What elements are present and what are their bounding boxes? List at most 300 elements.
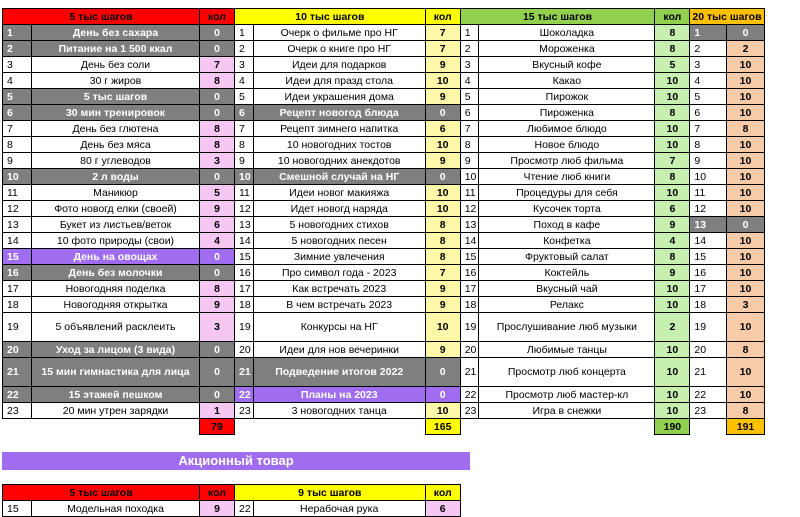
- table-row: [3, 105, 765, 121]
- task-5k: 5 объявлений расклеить: [32, 313, 200, 342]
- count-5k: 7: [200, 57, 235, 73]
- count-20k: 3: [727, 297, 764, 313]
- task-15k: Просмотр люб концерта: [479, 358, 655, 387]
- promo-count-2: 6: [425, 501, 460, 517]
- count-5k: 0: [200, 105, 235, 121]
- task-5k: 80 г углеводов: [32, 153, 200, 169]
- row-number-10k: 23: [235, 403, 254, 419]
- row-number-10k: 19: [235, 313, 254, 342]
- task-5k: День на овощах: [32, 249, 200, 265]
- task-10k: Про символ года - 2023: [253, 265, 425, 281]
- count-10k: 0: [425, 387, 460, 403]
- row-number-15k: 3: [460, 57, 479, 73]
- count-20k: 10: [727, 153, 764, 169]
- row-number-20k: 5: [690, 89, 727, 105]
- row-number-5k: 4: [3, 73, 32, 89]
- count-20k: 8: [727, 121, 764, 137]
- row-number-20k: 22: [690, 387, 727, 403]
- row-number-10k: 5: [235, 89, 254, 105]
- row-number-15k: 16: [460, 265, 479, 281]
- task-15k: Любимое блюдо: [479, 121, 655, 137]
- count-5k: 0: [200, 265, 235, 281]
- count-15k: 7: [655, 153, 690, 169]
- task-10k: Идеи для подарков: [253, 57, 425, 73]
- row-number-10k: 22: [235, 387, 254, 403]
- row-number-20k: 2: [690, 41, 727, 57]
- count-20k: 0: [727, 25, 764, 41]
- count-5k: 8: [200, 121, 235, 137]
- task-15k: Пирожок: [479, 89, 655, 105]
- count-header-15k: кол: [655, 9, 690, 25]
- task-5k: 5 тыс шагов: [32, 89, 200, 105]
- row-number-10k: 9: [235, 153, 254, 169]
- count-10k: 9: [425, 57, 460, 73]
- table-row: [3, 297, 765, 313]
- table-row: [3, 89, 765, 105]
- group-10k-header: 10 тыс шагов: [235, 9, 426, 25]
- count-5k: 0: [200, 358, 235, 387]
- task-15k: Конфетка: [479, 233, 655, 249]
- row-number-20k: 17: [690, 281, 727, 297]
- row-number-10k: 17: [235, 281, 254, 297]
- row-number-15k: 6: [460, 105, 479, 121]
- total-5k: 79: [200, 419, 235, 435]
- promo-9k-header: 9 тыс шагов: [235, 485, 426, 501]
- row-number-10k: 4: [235, 73, 254, 89]
- count-15k: 6: [655, 201, 690, 217]
- count-15k: 9: [655, 265, 690, 281]
- count-15k: 8: [655, 249, 690, 265]
- count-20k: 10: [727, 201, 764, 217]
- row-number-5k: 19: [3, 313, 32, 342]
- count-15k: 2: [655, 313, 690, 342]
- count-20k: 10: [727, 105, 764, 121]
- row-number-5k: 20: [3, 342, 32, 358]
- row-number-15k: 15: [460, 249, 479, 265]
- count-20k: 10: [727, 169, 764, 185]
- promo-count-header-2: кол: [425, 485, 460, 501]
- row-number-20k: 3: [690, 57, 727, 73]
- row-number-20k: 8: [690, 137, 727, 153]
- row-number-15k: 7: [460, 121, 479, 137]
- row-number-20k: 12: [690, 201, 727, 217]
- row-number-10k: 14: [235, 233, 254, 249]
- count-5k: 0: [200, 249, 235, 265]
- promo-number-2: 22: [235, 501, 254, 517]
- row-number-20k: 18: [690, 297, 727, 313]
- task-15k: Чтение люб книги: [479, 169, 655, 185]
- promo-header-row: [3, 485, 461, 501]
- count-10k: 7: [425, 41, 460, 57]
- task-15k: Новое блюдо: [479, 137, 655, 153]
- count-20k: 10: [727, 265, 764, 281]
- task-10k: 3 новогодних танца: [253, 403, 425, 419]
- row-number-5k: 13: [3, 217, 32, 233]
- task-5k: Новогодняя открытка: [32, 297, 200, 313]
- row-number-5k: 9: [3, 153, 32, 169]
- row-number-10k: 8: [235, 137, 254, 153]
- task-10k: В чем встречать 2023: [253, 297, 425, 313]
- row-number-10k: 3: [235, 57, 254, 73]
- count-15k: 10: [655, 137, 690, 153]
- row-number-5k: 10: [3, 169, 32, 185]
- row-number-15k: 9: [460, 153, 479, 169]
- task-5k: День без соли: [32, 57, 200, 73]
- task-10k: Очерк о книге про НГ: [253, 41, 425, 57]
- promo-banner: Акционный товар: [2, 452, 470, 470]
- task-15k: Шоколадка: [479, 25, 655, 41]
- count-10k: 10: [425, 73, 460, 89]
- count-15k: 8: [655, 105, 690, 121]
- count-10k: 8: [425, 217, 460, 233]
- count-15k: 5: [655, 57, 690, 73]
- count-15k: 10: [655, 73, 690, 89]
- task-5k: 30 мин тренировок: [32, 105, 200, 121]
- task-15k: Поход в кафе: [479, 217, 655, 233]
- row-number-10k: 13: [235, 217, 254, 233]
- table-row: [3, 153, 765, 169]
- count-20k: 8: [727, 342, 764, 358]
- row-number-15k: 8: [460, 137, 479, 153]
- row-number-5k: 8: [3, 137, 32, 153]
- task-5k: День без глютена: [32, 121, 200, 137]
- task-5k: Новогодняя поделка: [32, 281, 200, 297]
- task-15k: Любимые танцы: [479, 342, 655, 358]
- row-number-15k: 21: [460, 358, 479, 387]
- task-5k: Букет из листьев/веток: [32, 217, 200, 233]
- row-number-15k: 4: [460, 73, 479, 89]
- task-10k: Подведение итогов 2022: [253, 358, 425, 387]
- table-row: [3, 387, 765, 403]
- count-10k: 8: [425, 233, 460, 249]
- row-number-10k: 21: [235, 358, 254, 387]
- task-15k: Процедуры для себя: [479, 185, 655, 201]
- task-10k: Смешной случай на НГ: [253, 169, 425, 185]
- promo-task-2: Нерабочая рука: [253, 501, 425, 517]
- task-15k: Прослушивание люб музыки: [479, 313, 655, 342]
- row-number-20k: 4: [690, 73, 727, 89]
- row-number-15k: 23: [460, 403, 479, 419]
- task-10k: Конкурсы на НГ: [253, 313, 425, 342]
- promo-count: 9: [200, 501, 235, 517]
- count-10k: 0: [425, 105, 460, 121]
- row-number-5k: 3: [3, 57, 32, 73]
- task-5k: 15 этажей пешком: [32, 387, 200, 403]
- task-10k: Планы на 2023: [253, 387, 425, 403]
- promo-task: Модельная походка: [32, 501, 200, 517]
- row-number-5k: 18: [3, 297, 32, 313]
- task-5k: 10 фото природы (свои): [32, 233, 200, 249]
- row-number-20k: 10: [690, 169, 727, 185]
- row-number-15k: 11: [460, 185, 479, 201]
- task-15k: Пироженка: [479, 105, 655, 121]
- task-5k: Фото новогд елки (своей): [32, 201, 200, 217]
- table-row: [3, 403, 765, 419]
- table-row: [3, 73, 765, 89]
- count-20k: 10: [727, 249, 764, 265]
- table-row: [3, 169, 765, 185]
- count-15k: 4: [655, 233, 690, 249]
- count-20k: 10: [727, 358, 764, 387]
- count-20k: 10: [727, 387, 764, 403]
- count-5k: 8: [200, 281, 235, 297]
- row-number-5k: 15: [3, 249, 32, 265]
- row-number-5k: 5: [3, 89, 32, 105]
- count-20k: 10: [727, 281, 764, 297]
- row-number-10k: 12: [235, 201, 254, 217]
- totals-row: [3, 419, 765, 435]
- count-10k: 0: [425, 169, 460, 185]
- row-number-20k: 11: [690, 185, 727, 201]
- table-row: [3, 137, 765, 153]
- count-20k: 8: [727, 403, 764, 419]
- count-15k: 10: [655, 281, 690, 297]
- count-10k: 7: [425, 25, 460, 41]
- count-5k: 0: [200, 387, 235, 403]
- row-number-15k: 20: [460, 342, 479, 358]
- task-15k: Мороженка: [479, 41, 655, 57]
- row-number-5k: 1: [3, 25, 32, 41]
- count-10k: 9: [425, 297, 460, 313]
- task-10k: Идет новогд наряда: [253, 201, 425, 217]
- task-15k: Вкусный чай: [479, 281, 655, 297]
- row-number-20k: 14: [690, 233, 727, 249]
- count-5k: 8: [200, 137, 235, 153]
- count-10k: 10: [425, 185, 460, 201]
- task-10k: 5 новогодних песен: [253, 233, 425, 249]
- row-number-15k: 10: [460, 169, 479, 185]
- count-5k: 0: [200, 25, 235, 41]
- count-20k: 0: [727, 217, 764, 233]
- row-number-20k: 1: [690, 25, 727, 41]
- task-10k: Идеи для нов вечеринки: [253, 342, 425, 358]
- task-5k: 15 мин гимнастика для лица: [32, 358, 200, 387]
- count-20k: 2: [727, 41, 764, 57]
- row-number-10k: 20: [235, 342, 254, 358]
- row-number-15k: 19: [460, 313, 479, 342]
- count-5k: 0: [200, 169, 235, 185]
- group-20k-header: 20 тыс шагов: [690, 9, 764, 25]
- task-5k: Маникюр: [32, 185, 200, 201]
- row-number-10k: 6: [235, 105, 254, 121]
- task-5k: 30 г жиров: [32, 73, 200, 89]
- row-number-20k: 6: [690, 105, 727, 121]
- row-number-15k: 12: [460, 201, 479, 217]
- task-5k: День без сахара: [32, 25, 200, 41]
- row-number-20k: 21: [690, 358, 727, 387]
- count-5k: 8: [200, 73, 235, 89]
- count-10k: 10: [425, 313, 460, 342]
- table-row: [3, 342, 765, 358]
- task-5k: Уход за лицом (3 вида): [32, 342, 200, 358]
- task-10k: Идеи новог макияжа: [253, 185, 425, 201]
- row-number-15k: 18: [460, 297, 479, 313]
- row-number-20k: 16: [690, 265, 727, 281]
- task-5k: 20 мин утрен зарядки: [32, 403, 200, 419]
- row-number-5k: 6: [3, 105, 32, 121]
- row-number-5k: 16: [3, 265, 32, 281]
- task-15k: Игра в снежки: [479, 403, 655, 419]
- count-5k: 9: [200, 297, 235, 313]
- count-15k: 8: [655, 41, 690, 57]
- count-15k: 8: [655, 169, 690, 185]
- total-10k: 165: [425, 419, 460, 435]
- table-row: [3, 281, 765, 297]
- task-10k: 5 новогодних стихов: [253, 217, 425, 233]
- row-number-5k: 21: [3, 358, 32, 387]
- task-15k: Какао: [479, 73, 655, 89]
- count-10k: 0: [425, 358, 460, 387]
- count-10k: 10: [425, 403, 460, 419]
- task-10k: Очерк о фильме про НГ: [253, 25, 425, 41]
- count-10k: 7: [425, 265, 460, 281]
- row-number-5k: 7: [3, 121, 32, 137]
- row-number-15k: 17: [460, 281, 479, 297]
- row-number-5k: 2: [3, 41, 32, 57]
- row-number-15k: 14: [460, 233, 479, 249]
- count-10k: 9: [425, 342, 460, 358]
- table-row: [3, 201, 765, 217]
- promo-table: [2, 484, 461, 517]
- promo-count-header: кол: [200, 485, 235, 501]
- count-10k: 10: [425, 137, 460, 153]
- count-20k: 10: [727, 185, 764, 201]
- row-number-15k: 1: [460, 25, 479, 41]
- promo-number: 15: [3, 501, 32, 517]
- task-15k: Вкусный кофе: [479, 57, 655, 73]
- task-10k: Идеи украшения дома: [253, 89, 425, 105]
- table-row: [3, 265, 765, 281]
- task-10k: Зимние увлечения: [253, 249, 425, 265]
- task-15k: Коктейль: [479, 265, 655, 281]
- row-number-10k: 16: [235, 265, 254, 281]
- count-10k: 10: [425, 201, 460, 217]
- count-5k: 0: [200, 89, 235, 105]
- row-number-5k: 17: [3, 281, 32, 297]
- count-15k: 10: [655, 358, 690, 387]
- row-number-5k: 11: [3, 185, 32, 201]
- row-number-20k: 15: [690, 249, 727, 265]
- table-row: [3, 217, 765, 233]
- count-10k: 9: [425, 281, 460, 297]
- task-10k: 10 новогодних тостов: [253, 137, 425, 153]
- task-10k: Рецепт зимнего напитка: [253, 121, 425, 137]
- count-15k: 10: [655, 121, 690, 137]
- row-number-10k: 15: [235, 249, 254, 265]
- row-number-20k: 13: [690, 217, 727, 233]
- row-number-10k: 1: [235, 25, 254, 41]
- header-row: [3, 9, 765, 25]
- task-5k: 2 л воды: [32, 169, 200, 185]
- row-number-20k: 9: [690, 153, 727, 169]
- table-row: [3, 185, 765, 201]
- table-row: [3, 233, 765, 249]
- task-15k: Просмотр люб мастер-кл: [479, 387, 655, 403]
- count-20k: 10: [727, 89, 764, 105]
- count-5k: 0: [200, 342, 235, 358]
- task-10k: Рецепт новогод блюда: [253, 105, 425, 121]
- row-number-5k: 12: [3, 201, 32, 217]
- row-number-5k: 14: [3, 233, 32, 249]
- table-row: [3, 41, 765, 57]
- count-10k: 6: [425, 121, 460, 137]
- count-20k: 10: [727, 233, 764, 249]
- count-15k: 8: [655, 25, 690, 41]
- row-number-5k: 23: [3, 403, 32, 419]
- task-10k: 10 новогодних анекдотов: [253, 153, 425, 169]
- count-header-10k: кол: [425, 9, 460, 25]
- table-row: [3, 358, 765, 387]
- table-row: [3, 57, 765, 73]
- row-number-10k: 2: [235, 41, 254, 57]
- count-5k: 6: [200, 217, 235, 233]
- task-15k: Релакс: [479, 297, 655, 313]
- row-number-10k: 11: [235, 185, 254, 201]
- row-number-20k: 20: [690, 342, 727, 358]
- count-10k: 9: [425, 153, 460, 169]
- table-row: [3, 313, 765, 342]
- row-number-10k: 18: [235, 297, 254, 313]
- count-15k: 10: [655, 403, 690, 419]
- count-5k: 3: [200, 153, 235, 169]
- count-5k: 9: [200, 201, 235, 217]
- task-5k: День без мяса: [32, 137, 200, 153]
- row-number-15k: 5: [460, 89, 479, 105]
- task-10k: Идеи для празд стола: [253, 73, 425, 89]
- task-5k: День без молочки: [32, 265, 200, 281]
- row-number-20k: 7: [690, 121, 727, 137]
- count-header-5k: кол: [200, 9, 235, 25]
- task-10k: Как встречать 2023: [253, 281, 425, 297]
- count-5k: 4: [200, 233, 235, 249]
- table-row: [3, 25, 765, 41]
- count-15k: 10: [655, 297, 690, 313]
- row-number-10k: 7: [235, 121, 254, 137]
- count-15k: 10: [655, 387, 690, 403]
- count-15k: 10: [655, 89, 690, 105]
- row-number-15k: 13: [460, 217, 479, 233]
- count-5k: 5: [200, 185, 235, 201]
- row-number-15k: 22: [460, 387, 479, 403]
- count-5k: 0: [200, 41, 235, 57]
- table-row: [3, 249, 765, 265]
- count-15k: 9: [655, 217, 690, 233]
- steps-table: [2, 8, 765, 435]
- table-row: [3, 121, 765, 137]
- task-15k: Просмотр люб фильма: [479, 153, 655, 169]
- task-15k: Кусочек торта: [479, 201, 655, 217]
- count-20k: 10: [727, 73, 764, 89]
- task-5k: Питание на 1 500 ккал: [32, 41, 200, 57]
- count-20k: 10: [727, 313, 764, 342]
- count-20k: 10: [727, 137, 764, 153]
- row-number-15k: 2: [460, 41, 479, 57]
- promo-5k-header: 5 тыс шагов: [3, 485, 200, 501]
- row-number-20k: 23: [690, 403, 727, 419]
- total-20k: 191: [727, 419, 764, 435]
- count-20k: 10: [727, 57, 764, 73]
- count-15k: 10: [655, 342, 690, 358]
- row-number-5k: 22: [3, 387, 32, 403]
- group-5k-header: 5 тыс шагов: [3, 9, 200, 25]
- count-5k: 1: [200, 403, 235, 419]
- count-10k: 8: [425, 249, 460, 265]
- count-5k: 3: [200, 313, 235, 342]
- group-15k-header: 15 тыс шагов: [460, 9, 655, 25]
- count-10k: 9: [425, 89, 460, 105]
- task-15k: Фруктовый салат: [479, 249, 655, 265]
- row-number-20k: 19: [690, 313, 727, 342]
